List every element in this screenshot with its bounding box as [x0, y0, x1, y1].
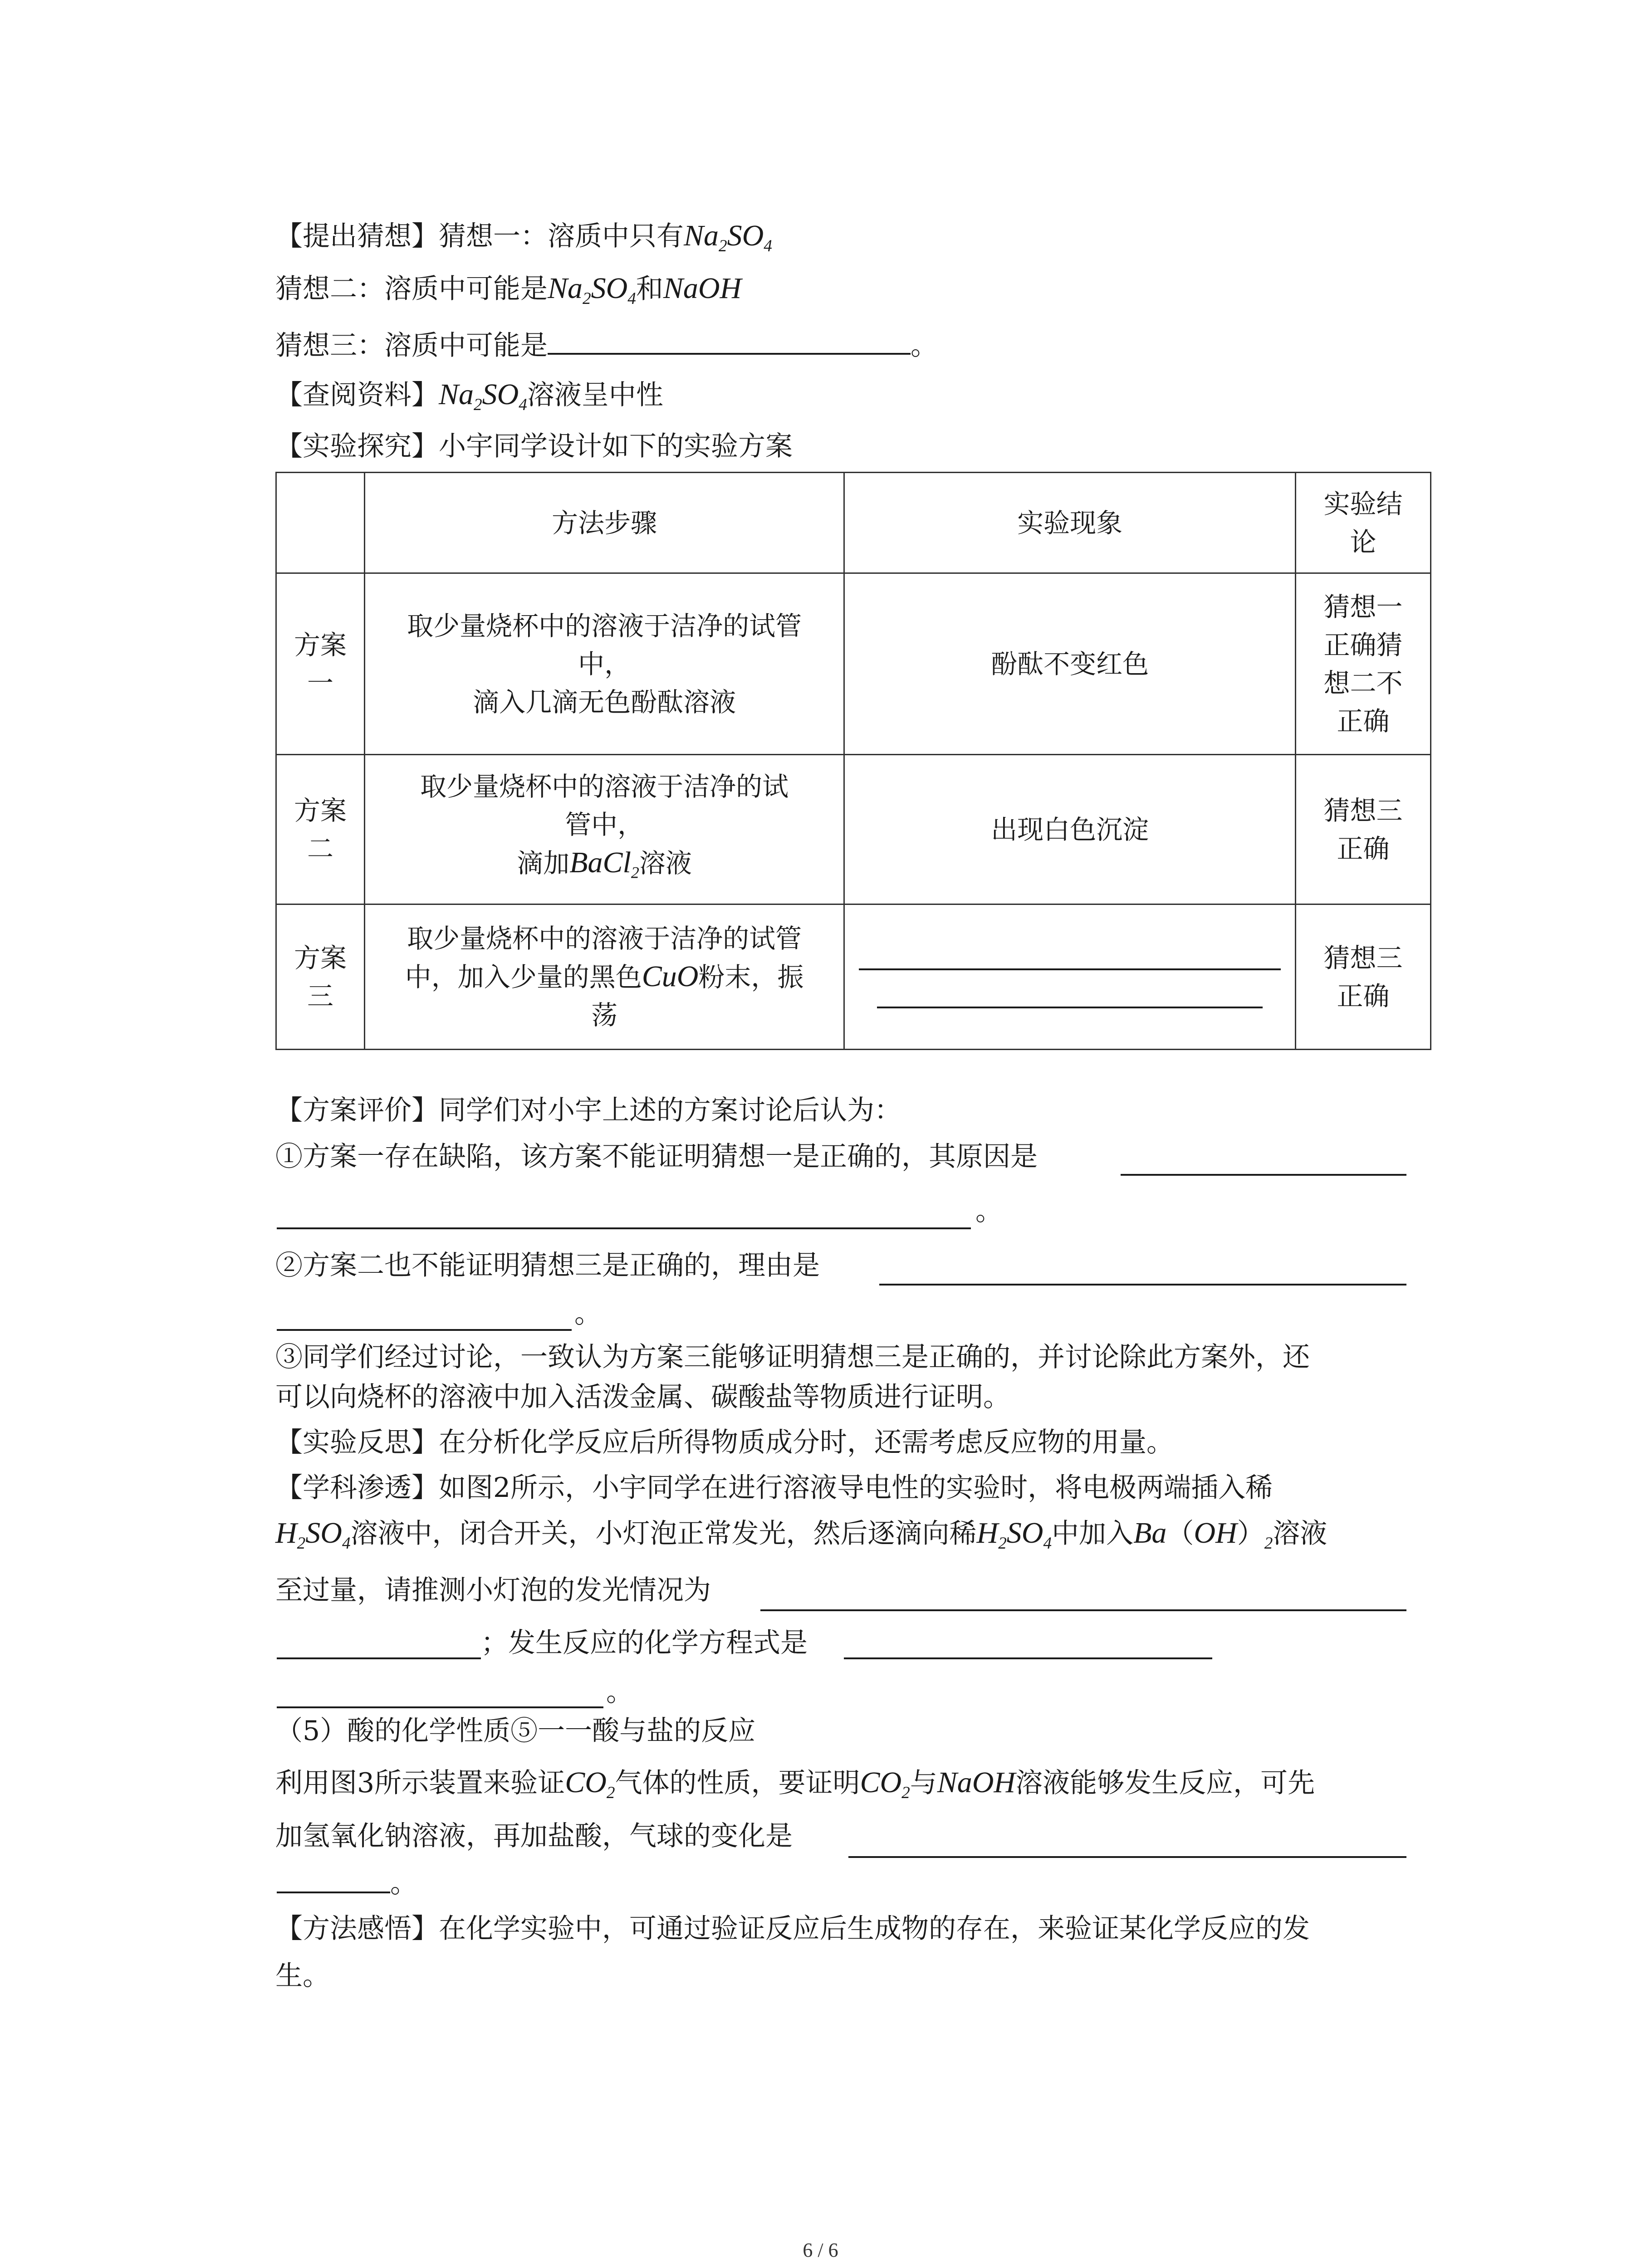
- subject-line-4: [481, 1625, 808, 1661]
- method-line-2: [275, 1958, 330, 1994]
- explore-label: 【实验探究】小宇同学设计如下的实验方案: [275, 430, 793, 462]
- conclusion-cell: [1296, 755, 1431, 904]
- acid-title: （5）酸的化学性质⑤一一酸与盐的反应: [275, 1715, 756, 1747]
- formula: SO: [1006, 1516, 1043, 1549]
- conclusion-text: 猜想三正确: [1323, 795, 1403, 864]
- formula: CuO: [642, 960, 699, 993]
- conclusion-cell: [1296, 904, 1431, 1050]
- header-steps: 方法步骤: [364, 473, 844, 573]
- evaluation-p3-text: 可以向烧杯的溶液中加入活泼金属、碳酸盐等物质进行证明。: [275, 1381, 1010, 1413]
- acid-text: 利用图3所示装置来验证: [275, 1767, 565, 1799]
- reference-label: 【查阅资料】: [275, 379, 439, 411]
- answer-blank[interactable]: [1121, 1174, 1406, 1176]
- evaluation-label-line: [275, 1092, 901, 1129]
- reference-text: 溶液呈中性: [527, 379, 663, 411]
- formula-sub: 2: [719, 237, 727, 256]
- evaluation-p1-text: ①方案一存在缺陷，该方案不能证明猜想一是正确的，其原因是: [275, 1141, 1038, 1173]
- step-line: 管中，: [565, 809, 644, 840]
- formula-sub: 2: [901, 1784, 910, 1803]
- table-header-row: [276, 473, 1431, 573]
- step-line: 取少量烧杯中的溶液于洁净的试: [420, 771, 789, 802]
- reflection-line: [275, 1424, 1174, 1461]
- scheme-cell: [276, 904, 365, 1050]
- period: 。: [574, 1298, 602, 1330]
- subject-line-3: [275, 1572, 711, 1608]
- paren: ）: [1237, 1518, 1264, 1549]
- answer-blank[interactable]: [877, 970, 1263, 1008]
- period: 。: [911, 330, 938, 362]
- formula: Na: [684, 219, 719, 252]
- step-text: 中，加入少量的黑色: [405, 962, 642, 992]
- table-row: [276, 904, 1431, 1050]
- formula-sub: 2: [631, 863, 639, 882]
- subject-text: 中加入: [1052, 1518, 1134, 1549]
- evaluation-p3-text: ③同学们经过讨论，一致认为方案三能够证明猜想三是正确的，并讨论除此方案外，还: [275, 1341, 1310, 1373]
- conclusion-cell: [1296, 573, 1431, 755]
- formula: Ba: [1133, 1516, 1167, 1549]
- acid-text: 与: [910, 1767, 937, 1799]
- header-empty-cell: [276, 473, 365, 573]
- phenomenon-cell: 出现白色沉淀: [844, 755, 1296, 904]
- scheme-label: 方案一: [294, 629, 347, 699]
- step-line: 滴入几滴无色酚酞溶液: [473, 686, 736, 718]
- formula-sub: 4: [627, 289, 636, 308]
- acid-line-1: [275, 1765, 1315, 1811]
- method-text: 生。: [275, 1960, 330, 1992]
- formula-sub: 4: [519, 396, 527, 415]
- subject-text: ；发生反应的化学方程式是: [481, 1627, 808, 1659]
- explore-line: [275, 428, 793, 464]
- formula: Na: [548, 272, 583, 305]
- steps-cell: [364, 573, 844, 755]
- formula-sub: 4: [342, 1534, 351, 1553]
- subject-text: 溶液中，闭合开关，小灯泡正常发光，然后逐滴向稀: [350, 1518, 977, 1549]
- step-line: [376, 844, 833, 892]
- method-text: 【方法感悟】在化学实验中，可通过验证反应后生成物的存在，来验证某化学反应的发: [275, 1913, 1310, 1945]
- step-text: 粉末，振: [698, 962, 804, 992]
- acid-text: 加氢氧化钠溶液，再加盐酸，气球的变化是: [275, 1820, 793, 1852]
- evaluation-p2-text: ②方案二也不能证明猜想三是正确的，理由是: [275, 1250, 820, 1281]
- answer-blank[interactable]: [277, 1329, 572, 1331]
- period: 。: [975, 1195, 1003, 1227]
- guess-line-1: [275, 218, 772, 264]
- formula: OH: [1194, 1516, 1237, 1549]
- formula-sub: 2: [998, 1534, 1007, 1553]
- subject-line-1: [275, 1470, 1273, 1506]
- formula-sub: 2: [583, 289, 591, 308]
- formula-sub: 2: [297, 1534, 306, 1553]
- reference-line: [275, 376, 663, 423]
- answer-blank[interactable]: [760, 1609, 1406, 1611]
- formula: NaOH: [663, 272, 742, 305]
- guess-1-text: 【提出猜想】猜想一：溶质中只有: [275, 220, 684, 252]
- evaluation-p3-line-2: [275, 1379, 1010, 1415]
- acid-title-line: [275, 1713, 755, 1749]
- answer-blank[interactable]: [277, 1706, 603, 1708]
- answer-blank[interactable]: [859, 946, 1281, 970]
- answer-blank[interactable]: [844, 1657, 1212, 1659]
- guess-line-2: [275, 270, 741, 317]
- answer-blank[interactable]: [277, 1892, 390, 1893]
- guess-3-text: 猜想三：溶质中可能是: [275, 330, 548, 362]
- step-line: 中，: [578, 648, 631, 679]
- step-line: 取少量烧杯中的溶液于洁净的试管: [407, 923, 802, 954]
- evaluation-p3-line-1: [275, 1339, 1310, 1375]
- evaluation-p2: [275, 1247, 820, 1284]
- steps-cell: [364, 904, 844, 1050]
- formula: SO: [591, 272, 628, 305]
- acid-text: 溶液能够发生反应，可先: [1015, 1767, 1315, 1799]
- guess-line-3: [275, 327, 938, 364]
- scheme-cell: [276, 755, 365, 904]
- header-conclusion: [1296, 473, 1431, 573]
- reflection-text: 【实验反思】在分析化学反应后所得物质成分时，还需考虑反应物的用量。: [275, 1427, 1174, 1458]
- scheme-cell: [276, 573, 365, 755]
- header-phenomenon: 实验现象: [844, 473, 1296, 573]
- formula-sub: 2: [474, 396, 482, 415]
- step-line: 取少量烧杯中的溶液于洁净的试管: [407, 610, 802, 641]
- formula-sub: 4: [764, 237, 772, 256]
- formula: H: [275, 1516, 297, 1549]
- step-line: 荡: [591, 1000, 618, 1031]
- evaluation-label: 【方案评价】同学们对小宇上述的方案讨论后认为：: [275, 1095, 901, 1126]
- subject-line-2: [275, 1515, 1327, 1562]
- formula: CO: [565, 1766, 607, 1799]
- answer-blank[interactable]: [548, 327, 911, 355]
- method-line-1: [275, 1911, 1310, 1947]
- formula: NaOH: [937, 1766, 1016, 1799]
- formula: Na: [439, 378, 474, 411]
- acid-text: 气体的性质，要证明: [615, 1767, 860, 1799]
- evaluation-p1: [275, 1139, 1038, 1175]
- subject-text: 【学科渗透】如图2所示，小宇同学在进行溶液导电性的实验时，将电极两端插入稀: [275, 1472, 1273, 1504]
- formula: SO: [482, 378, 519, 411]
- formula: H: [976, 1516, 999, 1549]
- formula: BaCl: [569, 846, 631, 879]
- step-text: 滴加: [517, 847, 570, 879]
- phenomenon-cell: 酚酞不变红色: [844, 573, 1296, 755]
- header-conclusion-text: 实验结论: [1323, 488, 1403, 557]
- subject-text: 至过量，请推测小灯泡的发光情况为: [275, 1574, 711, 1606]
- subject-text: 溶液: [1273, 1518, 1327, 1549]
- conclusion-text: 猜想一正确猜想二不正确: [1323, 591, 1403, 737]
- answer-blank[interactable]: [879, 1284, 1406, 1286]
- paren: （: [1166, 1518, 1194, 1549]
- guess-2-text: 猜想二：溶质中可能是: [275, 273, 548, 305]
- steps-cell: [364, 755, 844, 904]
- page-number: 6 / 6: [803, 2239, 838, 2261]
- table-row: [276, 755, 1431, 904]
- phenomenon-cell: [844, 904, 1296, 1050]
- scheme-label: 方案二: [294, 795, 347, 864]
- formula-sub: 2: [1264, 1534, 1273, 1553]
- answer-blank[interactable]: [277, 1227, 971, 1229]
- conclusion-text: 猜想三正确: [1323, 942, 1403, 1012]
- answer-blank[interactable]: [277, 1657, 481, 1659]
- formula-sub: 4: [1043, 1534, 1052, 1553]
- guess-2-and: 和: [636, 273, 663, 305]
- experiment-table: [275, 472, 1431, 1050]
- step-text: 溶液: [639, 847, 692, 879]
- acid-line-2: [275, 1818, 793, 1854]
- period: 。: [606, 1676, 633, 1708]
- answer-blank[interactable]: [848, 1856, 1406, 1858]
- table-row: [276, 573, 1431, 755]
- period: 。: [390, 1867, 417, 1899]
- formula-sub: 2: [606, 1784, 615, 1803]
- formula: SO: [727, 219, 764, 252]
- step-line: [376, 958, 833, 996]
- formula: SO: [305, 1516, 342, 1549]
- scheme-label: 方案三: [294, 942, 347, 1012]
- formula: CO: [860, 1766, 902, 1799]
